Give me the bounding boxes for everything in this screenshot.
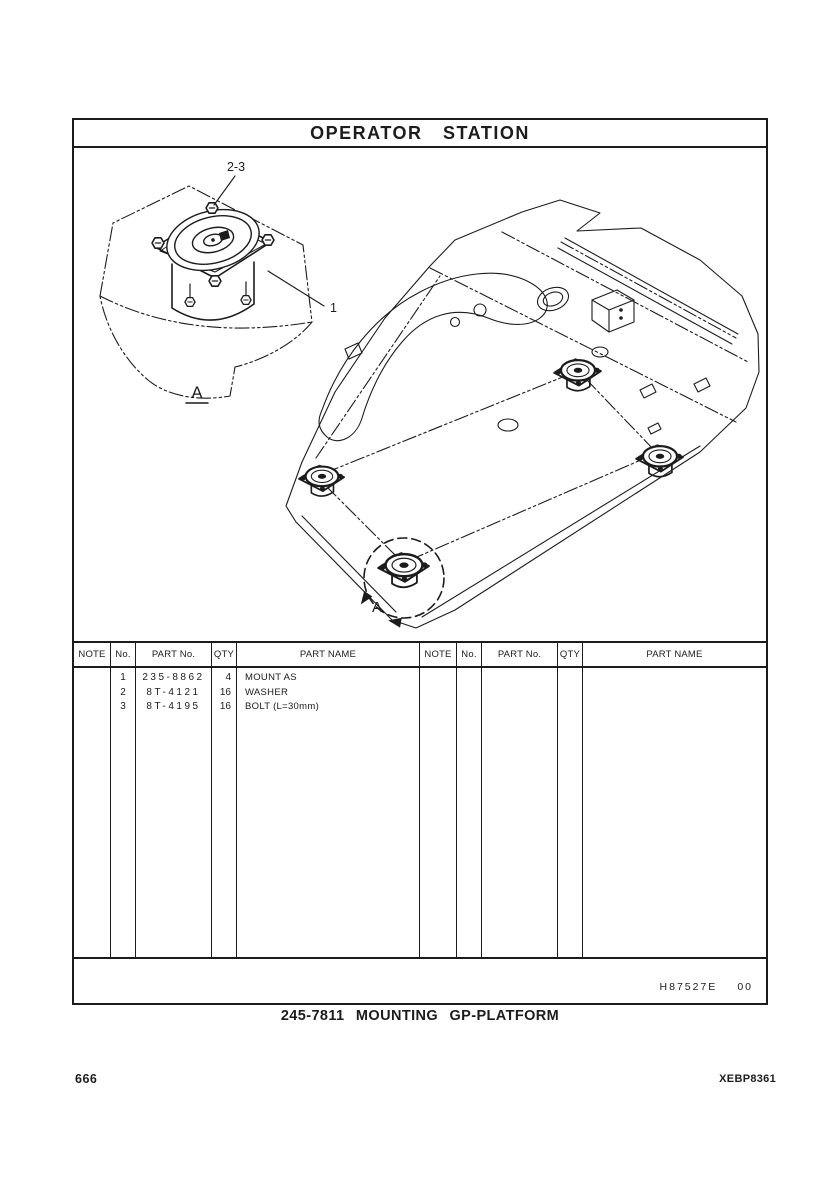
- drawing-number: H87527E: [659, 981, 718, 993]
- view-a-label: A: [191, 384, 203, 402]
- page-number: 666: [75, 1072, 98, 1086]
- part-no-column-2: [482, 668, 558, 957]
- sheet-border: [72, 118, 768, 1005]
- col-header-part-name-2: PART NAME: [646, 649, 703, 660]
- detail-circle-label: A: [371, 599, 383, 616]
- note-column-2: [420, 668, 457, 957]
- part-name-column-2: [583, 668, 766, 957]
- part-no-column: [136, 668, 212, 957]
- col-header-qty-2: QTY: [558, 643, 583, 666]
- platform-outline: [286, 200, 759, 628]
- bolt-icon: [262, 235, 274, 245]
- mount-assemblies: [299, 359, 683, 587]
- col-header-part-no-2: PART No.: [482, 643, 558, 666]
- parts-table: [74, 641, 766, 959]
- view-label-a: [186, 384, 208, 403]
- callout-2-3-label: 2-3: [226, 160, 246, 174]
- col-header-note-2: NOTE: [420, 643, 457, 666]
- callout-1: [268, 271, 337, 315]
- assembly-diagram-svg: [74, 148, 766, 641]
- qty-column: [212, 668, 237, 957]
- row-3-part-name: BOLT (L=30mm): [245, 701, 320, 713]
- drawing-revision: 00: [737, 981, 753, 993]
- col-header-no: No.: [111, 643, 136, 666]
- figure-caption: 245-7811 MOUNTING GP-PLATFORM: [280, 1008, 560, 1024]
- parts-table-body: [74, 668, 766, 959]
- drawing-code: [660, 981, 753, 993]
- callout-2-3: [214, 160, 245, 205]
- title-band: [74, 120, 766, 148]
- qty-column-2: [558, 668, 583, 957]
- bolt-icon: [206, 203, 218, 213]
- callout-1-label: 1: [330, 301, 337, 315]
- row-3-part-no: 8T-4195: [146, 701, 201, 713]
- col-header-note: NOTE: [74, 643, 111, 666]
- diagram-area: [74, 148, 766, 641]
- bolt-icon: [209, 276, 221, 286]
- row-1-part-no: 235-8862: [142, 672, 205, 683]
- page-title: OPERATOR STATION: [310, 122, 530, 143]
- bolt-icon: [152, 238, 164, 248]
- doc-code: XEBP8361: [719, 1073, 776, 1085]
- mount-icon: [636, 445, 683, 477]
- row-3-no: 3: [120, 701, 126, 713]
- row-1-qty: 4: [225, 672, 231, 683]
- row-2-no: 2: [120, 686, 126, 698]
- part-name-column: [237, 668, 420, 957]
- no-column: [111, 668, 136, 957]
- col-header-qty: QTY: [212, 643, 237, 666]
- footer-strip: [74, 959, 766, 1003]
- parts-table-header: [74, 641, 766, 668]
- deck-hole: [498, 419, 518, 431]
- col-header-no-2: No.: [457, 643, 482, 666]
- note-column: [74, 668, 111, 957]
- boom-hole: [534, 283, 572, 315]
- row-3-qty: 16: [219, 701, 231, 713]
- mount-detail: [152, 200, 274, 320]
- stud-icon: [185, 298, 195, 307]
- inset-detail-view: [100, 160, 337, 403]
- row-1-no: 1: [120, 672, 126, 683]
- col-header-part-name: PART NAME: [237, 643, 420, 666]
- row-2-part-no: 8T-4121: [146, 686, 201, 698]
- stud-icon: [241, 296, 251, 305]
- no-column-2: [457, 668, 482, 957]
- col-header-part-no: PART No.: [136, 643, 212, 666]
- mount-icon: [299, 465, 344, 496]
- mounting-bracket: [592, 290, 634, 332]
- main-assembly-view: [286, 200, 759, 628]
- row-2-part-name: WASHER: [245, 686, 289, 698]
- row-2-qty: 16: [219, 686, 231, 698]
- mount-icon: [378, 553, 429, 588]
- phantom-centerlines: [316, 232, 748, 560]
- row-1-part-name: MOUNT AS: [245, 672, 297, 683]
- mount-icon: [554, 359, 601, 391]
